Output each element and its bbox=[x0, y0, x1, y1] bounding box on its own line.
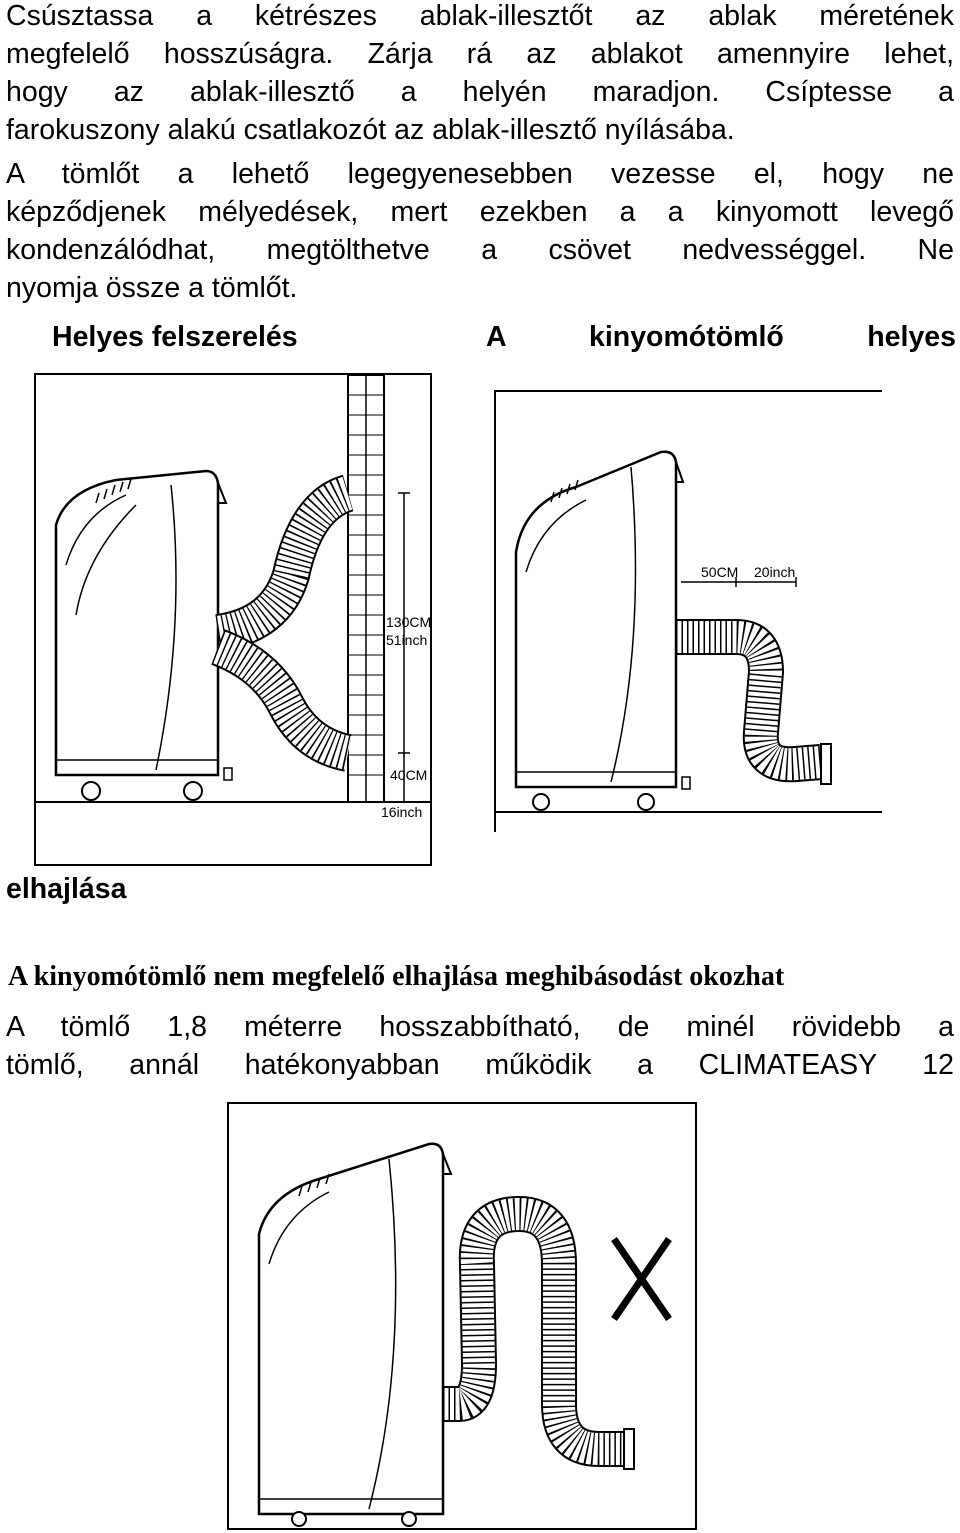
text-line: A tömlőt a lehető legegyenesebben vezesse el, hogy ne bbox=[6, 158, 954, 190]
heading-correct-install: Helyes felszerelés bbox=[52, 321, 298, 353]
text-line: nyomja össze a tömlőt. bbox=[6, 272, 298, 304]
dim-upper-inch-label: 51inch bbox=[386, 632, 428, 648]
text-line: kondenzálódhat, megtölthetve a csövet nedvességgel. Ne bbox=[6, 234, 954, 266]
figure-correct-bend bbox=[494, 390, 882, 832]
text-line: tömlő, annál hatékonyabban működik a CLIMATEASY 12 bbox=[6, 1049, 954, 1081]
wrong-mark-icon bbox=[614, 1239, 669, 1319]
heading-correct-bend: A kinyomótömlő helyes bbox=[486, 321, 956, 353]
dim-cm-label: 50CM bbox=[701, 564, 739, 580]
correct-bend-illustration bbox=[496, 392, 882, 832]
warning-heading: A kinyomótömlő nem megfelelő elhajlása meghibásodást okozhat bbox=[8, 961, 785, 992]
intro-paragraph bbox=[6, 0, 954, 149]
text-line: farokuszony alakú csatlakozót az ablak-illesztő nyílásába. bbox=[6, 114, 735, 146]
text-line: megfelelő hosszúságra. Zárja rá az ablakot amennyire lehet, bbox=[6, 38, 954, 70]
heading-correct-bend-cont: elhajlása bbox=[6, 873, 127, 905]
dim-inch-label: 20inch bbox=[754, 564, 796, 580]
text-line: hogy az ablak-illesztő a helyén maradjon. Csíptesse a bbox=[6, 76, 954, 108]
dim-lower-inch-label: 16inch bbox=[381, 804, 423, 820]
text-line: A tömlő 1,8 méterre hosszabbítható, de minél rövidebb a bbox=[6, 1011, 954, 1043]
hose-paragraph bbox=[6, 155, 954, 307]
dim-upper-cm-label: 130CM bbox=[386, 614, 430, 630]
dim-lower-cm-label: 40CM bbox=[390, 767, 428, 783]
text-line: képződjenek mélyedések, mert ezekben a a kinyomott levegő bbox=[6, 196, 954, 228]
text-line: Csúsztassa a kétrészes ablak-illesztőt az ablak méretének bbox=[6, 0, 954, 32]
length-paragraph bbox=[6, 1008, 954, 1084]
figure-correct-install bbox=[34, 373, 432, 866]
incorrect-bend-illustration bbox=[229, 1104, 695, 1528]
correct-install-illustration bbox=[36, 375, 430, 864]
figure-incorrect-bend bbox=[227, 1102, 697, 1530]
